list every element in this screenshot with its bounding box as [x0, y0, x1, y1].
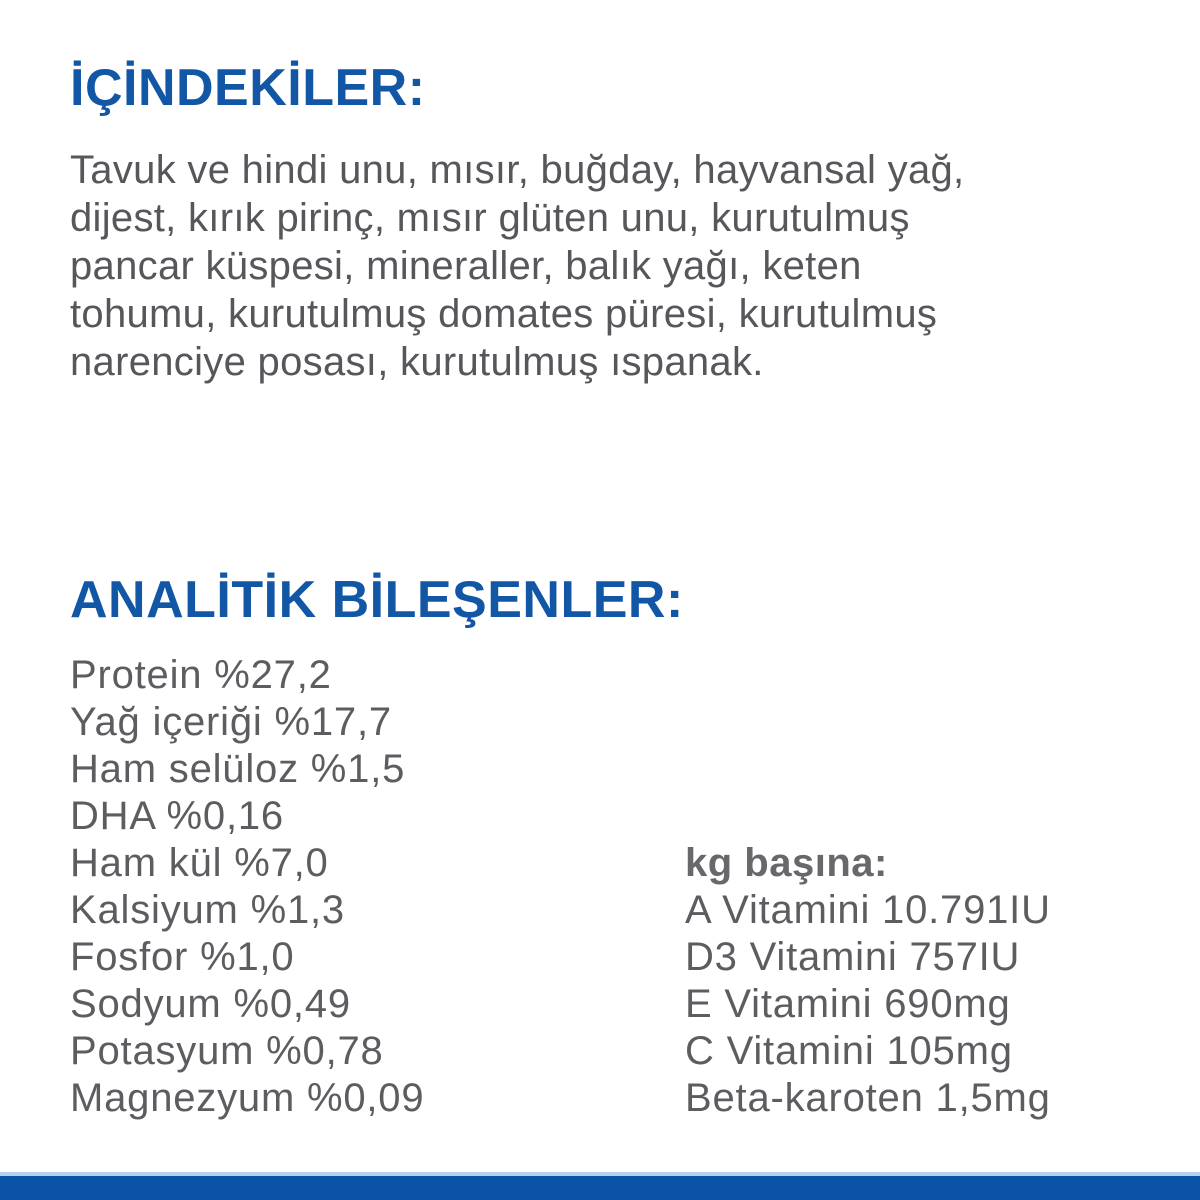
per-kg-item-beta-carotene: Beta-karoten 1,5mg: [685, 1076, 1051, 1120]
component-item-phosphorus: Fosfor %1,0: [70, 935, 295, 979]
ingredients-line: pancar küspesi, mineraller, balık yağı, keten: [70, 244, 862, 288]
ingredients-line: tohumu, kurutulmuş domates püresi, kurutulmuş: [70, 292, 938, 336]
component-item-fat: Yağ içeriği %17,7: [70, 700, 392, 744]
ingredients-line: Tavuk ve hindi unu, mısır, buğday, hayvansal yağ,: [70, 148, 965, 192]
per-kg-item-vitamin-a: A Vitamini 10.791IU: [685, 888, 1051, 932]
ingredients-line: narenciye posası, kurutulmuş ıspanak.: [70, 340, 764, 384]
per-kg-item-vitamin-c: C Vitamini 105mg: [685, 1029, 1013, 1073]
analytical-heading: ANALİTİK BİLEŞENLER:: [70, 571, 684, 629]
component-item-dha: DHA %0,16: [70, 794, 284, 838]
ingredients-heading: İÇİNDEKİLER:: [70, 59, 426, 117]
component-item-protein: Protein %27,2: [70, 653, 332, 697]
component-item-magnesium: Magnezyum %0,09: [70, 1076, 425, 1120]
analytical-components-list: [70, 652, 424, 1122]
component-item-crude-fiber: Ham selüloz %1,5: [70, 747, 406, 791]
per-kg-item-vitamin-d3: D3 Vitamini 757IU: [685, 935, 1021, 979]
ingredients-text: [70, 146, 964, 386]
ingredients-line: dijest, kırık pirinç, mısır glüten unu, kurutulmuş: [70, 196, 910, 240]
component-item-sodium: Sodyum %0,49: [70, 982, 351, 1026]
component-item-calcium: Kalsiyum %1,3: [70, 888, 345, 932]
per-kg-block: [685, 840, 1051, 1122]
per-kg-item-vitamin-e: E Vitamini 690mg: [685, 982, 1011, 1026]
component-item-crude-ash: Ham kül %7,0: [70, 841, 329, 885]
per-kg-heading: kg başına:: [685, 841, 888, 885]
component-item-potassium: Potasyum %0,78: [70, 1029, 384, 1073]
footer-accent-bar: [0, 1176, 1200, 1200]
